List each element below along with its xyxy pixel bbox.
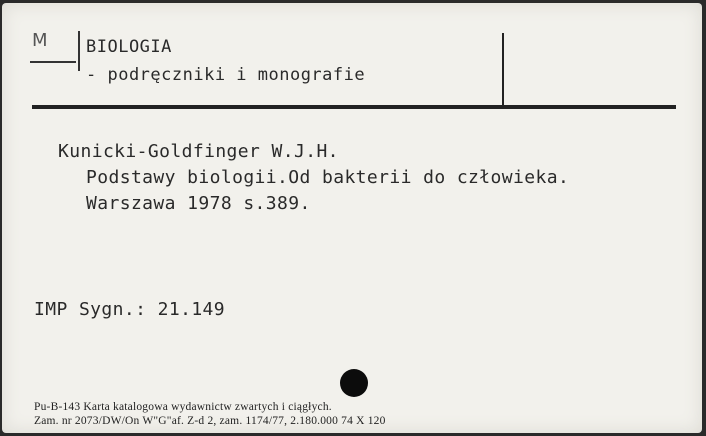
author-line: Kunicki-Goldfinger W.J.H. (58, 141, 339, 162)
call-number: IMP Sygn.: 21.149 (34, 299, 226, 320)
footer-print-info: Zam. nr 2073/DW/On W"G"af. Z-d 2, zam. 1174/77, 2.180.000 74 X 120 (34, 415, 386, 427)
title-line: Podstawy biologii.Od bakterii do człowieka. (86, 167, 570, 188)
mark-underline (30, 61, 76, 63)
mark-separator (78, 31, 80, 71)
subject-heading: BIOLOGIA (86, 37, 172, 57)
punch-hole (340, 369, 368, 397)
publication-line: Warszawa 1978 s.389. (86, 193, 311, 214)
subject-subheading: - podręczniki i monografie (86, 65, 366, 85)
heading-rule (32, 105, 676, 109)
handwritten-mark: M (32, 30, 49, 51)
catalog-card (2, 3, 702, 433)
column-separator (502, 33, 504, 105)
footer-form-label: Pu-B-143 Karta katalogowa wydawnictw zwartych i ciągłych. (34, 401, 332, 413)
